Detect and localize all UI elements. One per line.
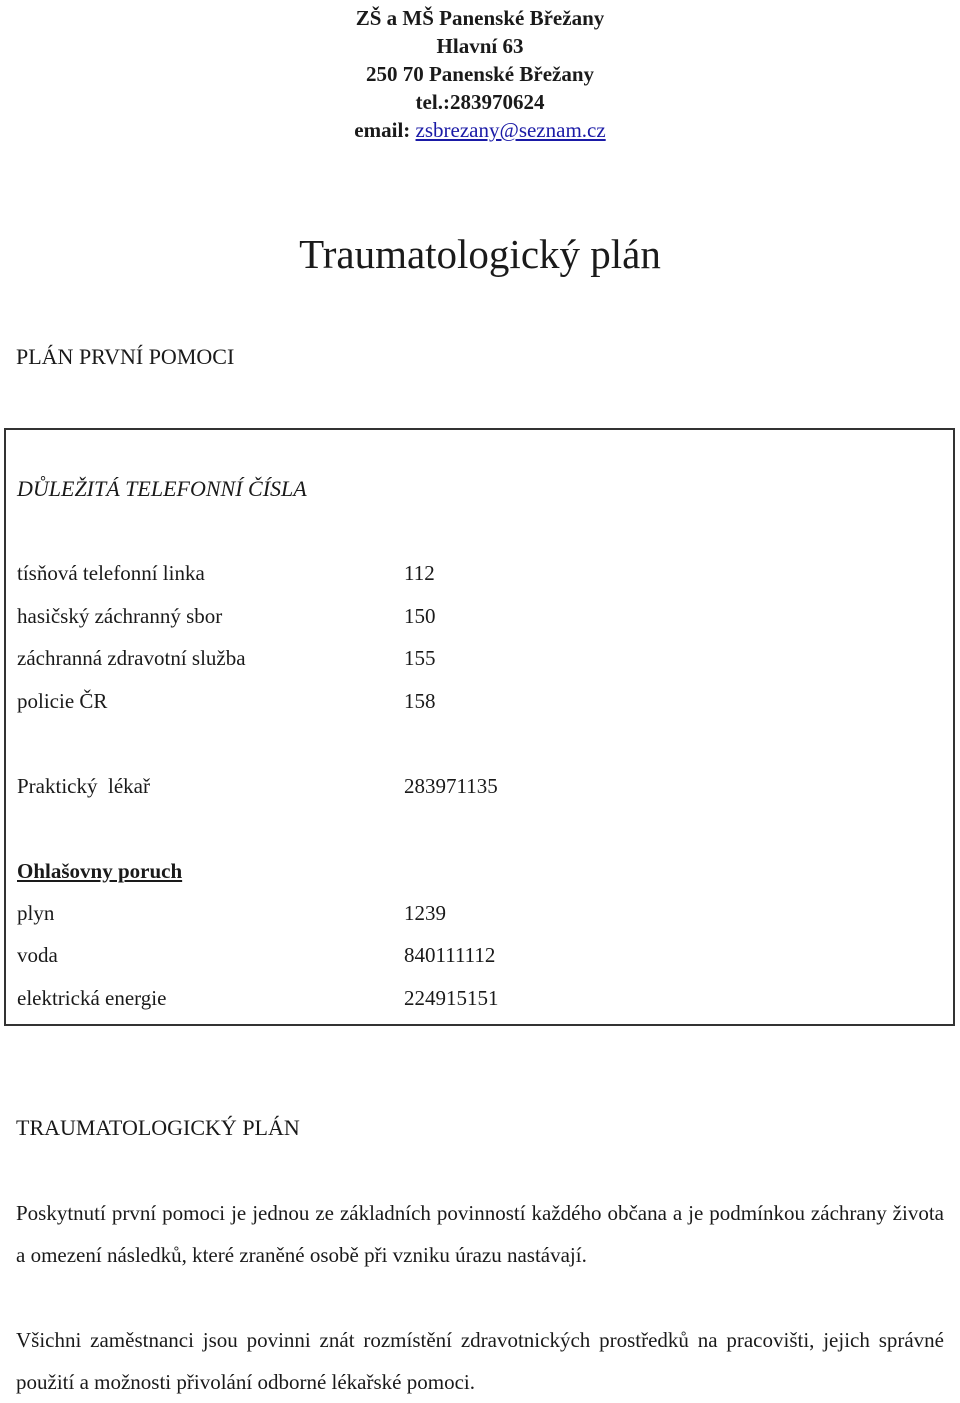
school-name: ZŠ a MŠ Panenské Břežany — [355, 6, 605, 30]
phone-value: 155 — [404, 646, 436, 670]
city-address: 250 70 Panenské Břežany — [365, 62, 595, 86]
phone-label: záchranná zdravotní služba — [17, 646, 246, 670]
phone-value: 150 — [404, 604, 436, 628]
trauma-paragraph: Všichni zaměstnanci jsou povinni znát rozmístění zdravotnických prostředků na pracovišti, jejich správné použití a možnosti přivolání odborné lékařské pomoci. — [16, 1328, 944, 1394]
trauma-paragraph: Poskytnutí první pomoci je jednou ze základních povinností každého občana a je podmínkou záchrany života a omezení následků, které zraněné osobě při vzniku úrazu nastávají. — [16, 1201, 944, 1267]
doctor-label: Praktický lékař — [17, 774, 150, 798]
fault-label: elektrická energie — [17, 986, 167, 1010]
phones-title: DŮLEŽITÁ TELEFONNÍ ČÍSLA — [17, 476, 307, 501]
doctor-value: 283971135 — [404, 774, 498, 798]
fault-label: plyn — [17, 901, 55, 925]
faults-title-text: Ohlašovny poruch — [17, 859, 183, 883]
email-label: email: — [354, 118, 416, 142]
phone-value: 112 — [404, 561, 435, 585]
email-link[interactable]: zsbrezany@seznam.cz — [415, 118, 606, 142]
phone-label: policie ČR — [17, 689, 108, 713]
phone-value: 158 — [404, 689, 436, 713]
trauma-section-title: TRAUMATOLOGICKÝ PLÁN — [16, 1115, 300, 1140]
fault-label: voda — [17, 943, 58, 967]
phone-label: hasičský záchranný sbor — [17, 604, 223, 628]
page-title: Traumatologický plán — [299, 231, 661, 277]
fault-value: 840111112 — [404, 943, 496, 967]
email-line — [0, 116, 960, 144]
section-subtitle: PLÁN PRVNÍ POMOCI — [16, 344, 235, 369]
street-address: Hlavní 63 — [436, 34, 524, 58]
phone-label: tísňová telefonní linka — [17, 561, 205, 585]
fault-value: 224915151 — [404, 986, 499, 1010]
address-header — [0, 4, 960, 144]
fault-value: 1239 — [404, 901, 446, 925]
important-phones-box — [4, 428, 955, 1026]
phone-number: tel.:283970624 — [415, 90, 545, 114]
